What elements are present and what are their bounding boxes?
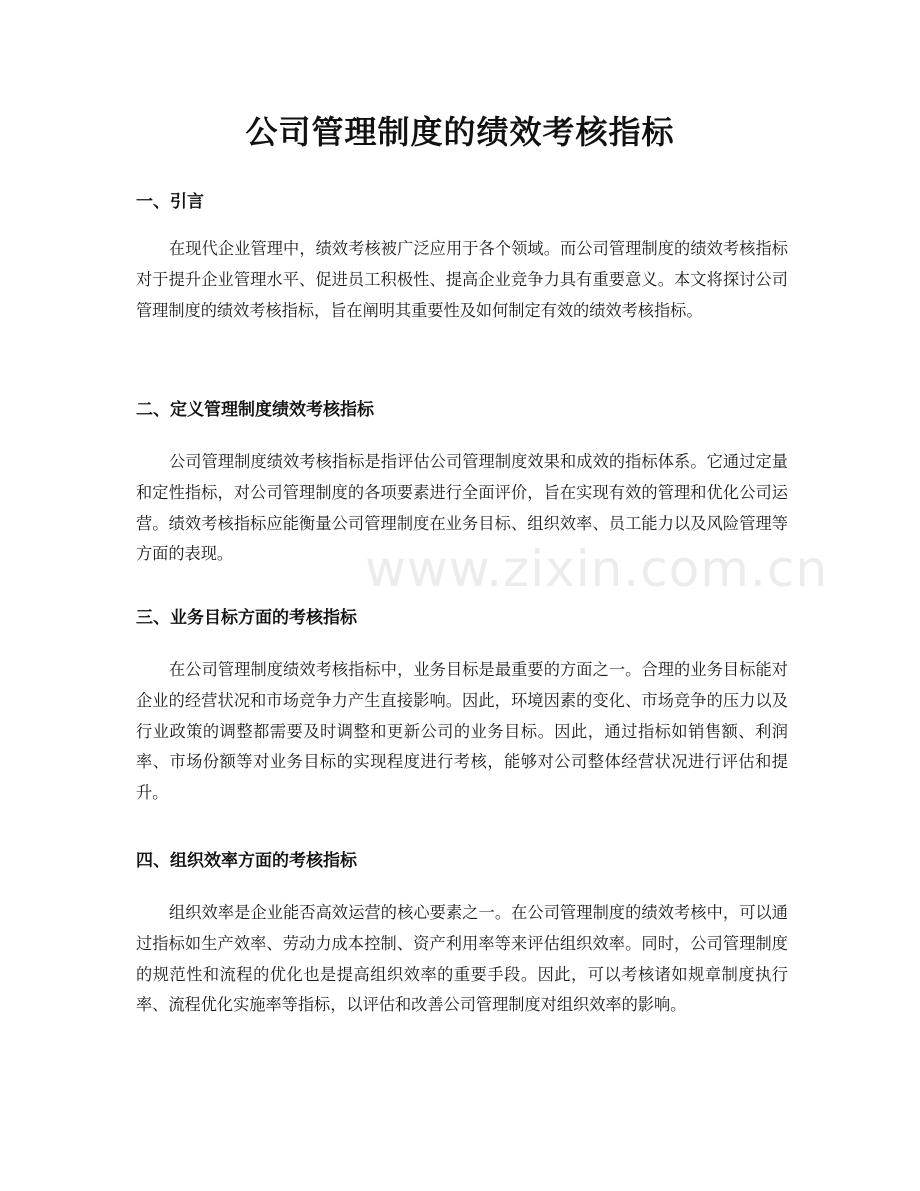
section-body-definition: 公司管理制度绩效考核指标是指评估公司管理制度效果和成效的指标体系。它通过定量和定性指标，对公司管理制度的各项要素进行全面评价，旨在实现有效的管理和优化公司运营。绩效考核指标应能衡量公司管理制度在业务目标、组织效率、员工能力以及风险管理等方面的表现。 — [136, 452, 788, 564]
page-title: 公司管理制度的绩效考核指标 — [245, 113, 675, 151]
section-heading-org-efficiency: 四、组织效率方面的考核指标 — [136, 851, 357, 871]
section-body-business-goals: 在公司管理制度绩效考核指标中，业务目标是最重要的方面之一。合理的业务目标能对企业的经营状况和市场竞争力产生直接影响。因此，环境因素的变化、市场竞争的压力以及行业政策的调整都需要及时调整和更新公司的业务目标。因此，通过指标如销售额、利润率、市场份额等对业务目标的实现程度进行考核，能够对公司整体经营状况进行评估和提升。 — [136, 660, 788, 803]
section-body-org-efficiency: 组织效率是企业能否高效运营的核心要素之一。在公司管理制度的绩效考核中，可以通过指标如生产效率、劳动力成本控制、资产利用率等来评估组织效率。同时，公司管理制度的规范性和流程的优化也是提高组织效率的重要手段。因此，可以考核诸如规章制度执行率、流程优化实施率等指标，以评估和改善公司管理制度对组织效率的影响。 — [136, 903, 788, 1015]
section-heading-introduction: 一、引言 — [136, 192, 204, 212]
section-heading-definition: 二、定义管理制度绩效考核指标 — [136, 400, 374, 420]
section-body-introduction: 在现代企业管理中，绩效考核被广泛应用于各个领域。而公司管理制度的绩效考核指标对于提升企业管理水平、促进员工积极性、提高企业竞争力具有重要意义。本文将探讨公司管理制度的绩效考核指标，旨在阐明其重要性及如何制定有效的绩效考核指标。 — [136, 239, 788, 320]
section-heading-business-goals: 三、业务目标方面的考核指标 — [136, 608, 357, 628]
watermark: www.zixin.com.cn — [365, 540, 829, 598]
